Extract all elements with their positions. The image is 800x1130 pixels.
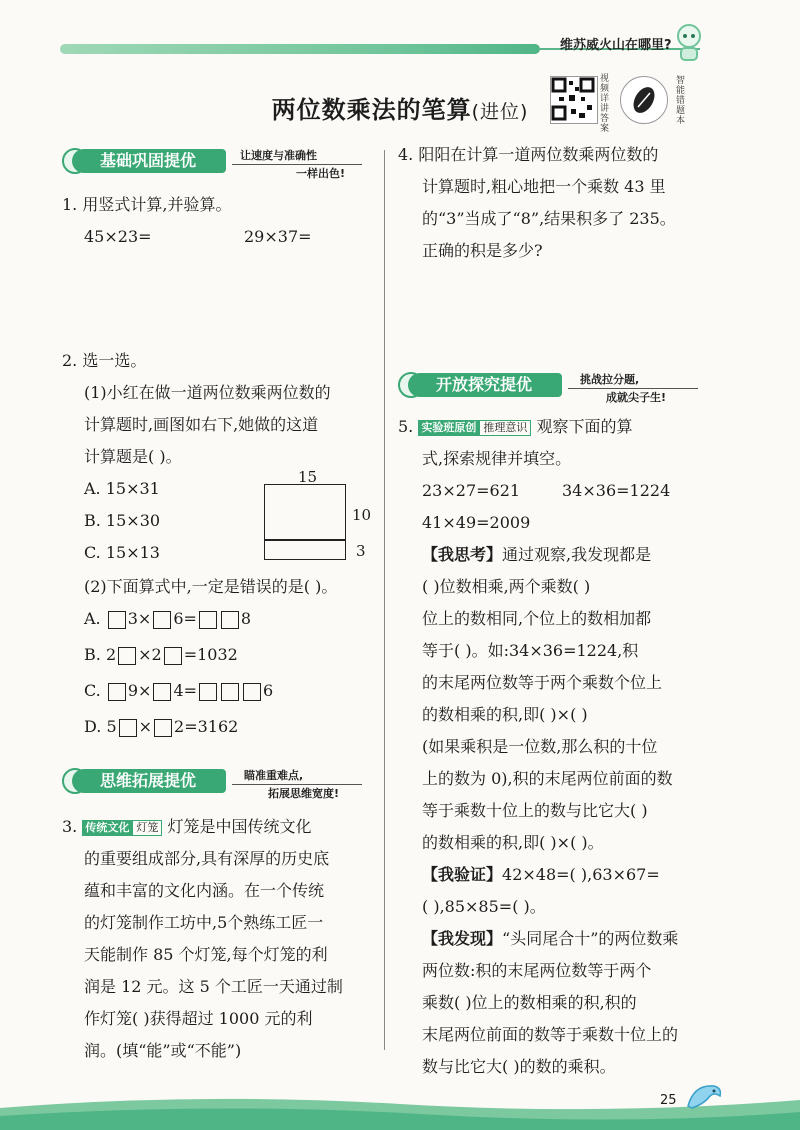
q5-think-2: ( )位数相乘,两个乘数( ) <box>422 577 591 596</box>
dolphin-mascot-icon <box>684 1078 724 1118</box>
section-basic-header: 基础巩固提优 <box>72 149 226 173</box>
robot-mascot-icon <box>672 22 706 62</box>
q5-tag-original: 实验班原创 <box>418 420 479 436</box>
q2-option-c[interactable]: C. 15×13 <box>84 543 160 562</box>
q5-think-6: 的数相乘的积,即( )×( ) <box>422 705 588 724</box>
q3-line2: 的重要组成部分,具有深厚的历史底 <box>84 849 330 868</box>
q5-think-7: (如果乘积是一位数,那么积的十位 <box>422 737 658 756</box>
header-note: 维苏威火山在哪里? <box>560 38 672 53</box>
q3-tag-culture: 传统文化 <box>82 820 132 836</box>
q2-digit-option-c[interactable]: C. 9× 4= 6 <box>84 681 274 700</box>
section-thinking-header: 思维拓展提优 <box>72 769 226 793</box>
qr-left-label: 视频详讲答案 <box>600 74 610 134</box>
q2-p1-line3: 计算题是( )。 <box>84 447 182 466</box>
area-figure <box>264 484 346 560</box>
basic-slogan-1: 让速度与准确性 <box>240 149 317 162</box>
q5-find-1: 【我发现】“头同尾合十”的两位数乘 <box>422 929 679 948</box>
q5-think-8: 上的数为 0),积的末尾两位前面的数 <box>422 769 673 788</box>
qr-right-label: 智能错题本 <box>676 76 686 126</box>
q5-find-3: 乘数( )位上的数相乘的积,积的 <box>422 993 637 1012</box>
q2: 2. 选一选。 <box>62 351 147 370</box>
figure-label-top: 15 <box>298 468 318 486</box>
q5-line1: 5. 实验班原创 推理意识 观察下面的算 <box>398 417 633 436</box>
bottom-wave <box>0 1090 800 1130</box>
q3-line6: 润是 12 元。这 5 个工匠一天通过制 <box>84 977 343 996</box>
thinking-slogan-2: 拓展思维宽度! <box>268 787 340 800</box>
q5-eq3: 41×49=2009 <box>422 513 531 532</box>
open-slogan-1: 挑战拉分题, <box>580 373 640 386</box>
figure-label-right-1: 10 <box>352 506 372 524</box>
q4-line3: 的“3”当成了“8”,结果积多了 235。 <box>422 209 676 228</box>
qr-code-mistakes[interactable] <box>620 76 668 124</box>
q4-line4: 正确的积是多少? <box>422 241 543 260</box>
q5-verify-1: 【我验证】42×48=( ),63×67= <box>422 865 660 884</box>
thinking-slogan-1: 瞄准重难点, <box>244 769 304 782</box>
q2-option-a[interactable]: A. 15×31 <box>84 479 160 498</box>
q2-p2-line: (2)下面算式中,一定是错误的是( )。 <box>84 577 338 596</box>
q3-line1: 3. 传统文化 灯笼 灯笼是中国传统文化 <box>62 817 312 836</box>
q2-digit-option-b[interactable]: B. 2 ×2 =1032 <box>84 645 238 664</box>
q4-line1: 4. 阳阳在计算一道两位数乘两位数的 <box>398 145 659 164</box>
page-number: 25 <box>660 1093 677 1108</box>
q3-tag-lantern: 灯笼 <box>132 820 162 836</box>
open-slogan-line <box>568 388 698 389</box>
q5-think-9: 等于乘数十位上的数与比它大( ) <box>422 801 648 820</box>
q1-expr-1: 45×23= <box>84 227 152 246</box>
q2-p1-line2: 计算题时,画图如右下,她做的这道 <box>84 415 319 434</box>
qr-code-video[interactable] <box>550 76 598 124</box>
column-divider <box>384 150 385 1050</box>
q4-line2: 计算题时,粗心地把一个乘数 43 里 <box>422 177 666 196</box>
q5-think-1: 【我思考】通过观察,我发现都是 <box>422 545 652 564</box>
q2-p1-line1: (1)小红在做一道两位数乘两位数的 <box>84 383 331 402</box>
section-open-header: 开放探究提优 <box>408 373 562 397</box>
q1-expr-2: 29×37= <box>244 227 312 246</box>
basic-slogan-2: 一样出色! <box>296 167 346 180</box>
q1: 1. 用竖式计算,并验算。 <box>62 195 232 214</box>
figure-label-right-2: 3 <box>356 542 366 560</box>
open-slogan-2: 成就尖子生! <box>606 391 667 404</box>
q3-line5: 天能制作 85 个灯笼,每个灯笼的利 <box>84 945 328 964</box>
page-title: 两位数乘法的笔算(进位) <box>271 96 529 124</box>
q5-find-4: 末尾两位前面的数等于乘数十位上的 <box>422 1025 679 1044</box>
seed-logo-icon <box>621 77 667 123</box>
q5-find-2: 两位数:积的末尾两位数等于两个 <box>422 961 652 980</box>
q3-line3: 蕴和丰富的文化内涵。在一个传统 <box>84 881 325 900</box>
q5-think-10: 的数相乘的积,即( )×( )。 <box>422 833 604 852</box>
header-bar <box>60 44 540 54</box>
qr-pattern-icon <box>551 77 595 121</box>
q5-find-5: 数与比它大( )的数的乘积。 <box>422 1057 616 1076</box>
q2-digit-option-d[interactable]: D. 5 × 2=3162 <box>84 717 239 736</box>
q5-eq2: 34×36=1224 <box>562 481 671 500</box>
thinking-slogan-line <box>232 784 362 785</box>
q5-verify-2: ( ),85×85=( )。 <box>422 897 546 916</box>
q3-line7: 作灯笼( )获得超过 1000 元的利 <box>84 1009 313 1028</box>
q5-think-5: 的末尾两位数等于两个乘数个位上 <box>422 673 663 692</box>
q5-eq1: 23×27=621 <box>422 481 521 500</box>
q2-digit-option-a[interactable]: A. 3× 6= 8 <box>84 609 252 628</box>
q5-tag-reasoning: 推理意识 <box>479 420 531 436</box>
q2-option-b[interactable]: B. 15×30 <box>84 511 161 530</box>
basic-slogan-line <box>232 164 362 165</box>
q5-think-4: 等于( )。如:34×36=1224,积 <box>422 641 639 660</box>
q3-line4: 的灯笼制作工坊中,5个熟练工匠一 <box>84 913 324 932</box>
q5-think-3: 位上的数相同,个位上的数相加都 <box>422 609 652 628</box>
q3-line8: 润。(填“能”或“不能”) <box>84 1041 242 1060</box>
q5-line2: 式,探索规律并填空。 <box>422 449 572 468</box>
